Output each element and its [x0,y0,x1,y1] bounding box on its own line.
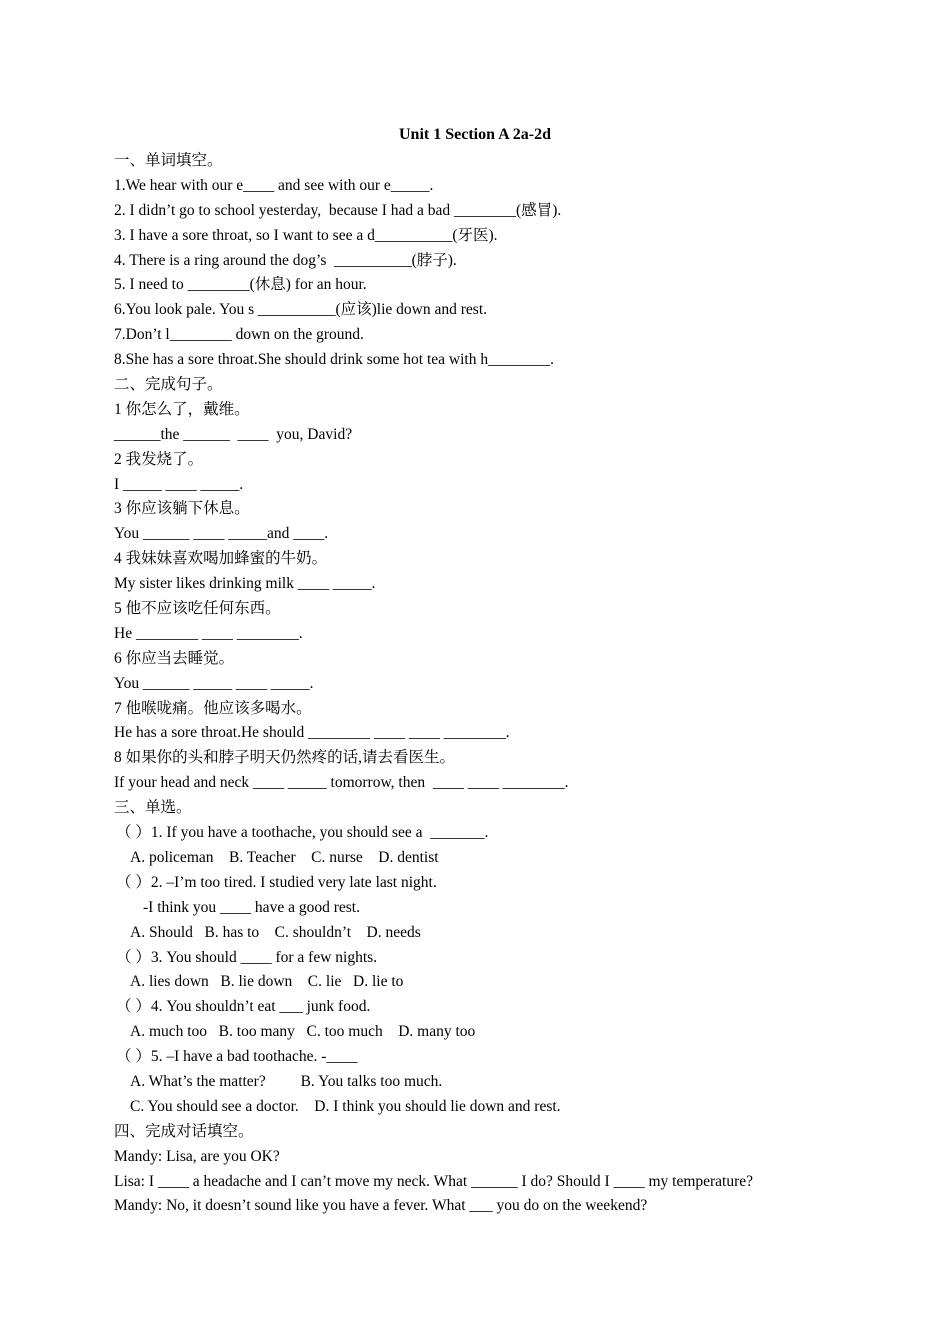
worksheet-line: （ ）5. –I have a bad toothache. -____ [116,1048,358,1066]
worksheet-line: You ______ ____ _____and ____. [114,525,329,543]
worksheet-body [114,149,834,1219]
worksheet-line: A. much too B. too many C. too much D. many too [130,1023,476,1041]
page-title: Unit 1 Section A 2a-2d [398,126,551,143]
worksheet-line: A. policeman B. Teacher C. nurse D. dentist [130,848,439,866]
worksheet-line: 四、完成对话填空。 [114,1122,254,1140]
worksheet-line: 4 我妹妹喜欢喝加蜂蜜的牛奶。 [114,550,328,568]
worksheet-line: 7.Don’t l________ down on the ground. [114,326,364,344]
worksheet-line: 二、完成句子。 [114,376,223,394]
worksheet-line: 3. I have a sore throat, so I want to see a d__________(牙医). [114,226,498,244]
worksheet-line: （ ）3. You should ____ for a few nights. [116,948,378,966]
worksheet-line: 3 你应该躺下休息。 [114,500,250,518]
worksheet-line: ______the ______ ____ you, David? [114,425,353,443]
worksheet-line: A. lies down B. lie down C. lie D. lie to [130,973,404,991]
worksheet-line: He ________ ____ ________. [114,624,303,642]
worksheet-line: 8 如果你的头和脖子明天仍然疼的话,请去看医生。 [114,749,456,767]
worksheet-line: 6 你应当去睡觉。 [114,649,235,667]
worksheet-line: 1 你怎么了，戴维。 [114,400,250,418]
worksheet-line: C. You should see a doctor. D. I think you should lie down and rest. [130,1097,561,1115]
worksheet-line: 8.She has a sore throat.She should drink some hot tea with h________. [114,351,554,369]
worksheet-line: 1.We hear with our e____ and see with our e_____. [114,176,434,194]
worksheet-line: 5. I need to ________(休息) for an hour. [114,276,367,294]
worksheet-line: 4. There is a ring around the dog’s __________(脖子). [114,251,457,269]
worksheet-line: If your head and neck ____ _____ tomorrow, then ____ ____ ________. [114,774,569,792]
worksheet-line: Mandy: No, it doesn’t sound like you have a fever. What ___ you do on the weekend? [114,1197,648,1215]
worksheet-line: 2 我发烧了。 [114,450,204,468]
worksheet-line: Lisa: I ____ a headache and I can’t move my neck. What ______ I do? Should I ____ my temperature? [114,1172,754,1190]
worksheet-line: He has a sore throat.He should ________ ____ ____ ________. [114,724,510,742]
worksheet-line: You ______ _____ ____ _____. [114,674,314,692]
worksheet-line: 2. I didn’t go to school yesterday, because I had a bad ________(感冒). [114,201,562,219]
worksheet-line: -I think you ____ have a good rest. [143,898,360,916]
worksheet-line: 三、单选。 [114,799,192,817]
worksheet-line: （ ）4. You shouldn’t eat ___ junk food. [116,998,371,1016]
worksheet-line: A. Should B. has to C. shouldn’t D. needs [130,923,421,941]
worksheet-line: Mandy: Lisa, are you OK? [114,1147,280,1165]
worksheet-line: 一、单词填空。 [114,152,223,169]
worksheet-line: A. What’s the matter? B. You talks too much. [130,1072,443,1090]
worksheet-line: 7 他喉咙痛。他应该多喝水。 [114,699,312,717]
worksheet-line: （ ）2. –I’m too tired. I studied very late last night. [116,873,437,891]
worksheet-line: 6.You look pale. You s __________(应该)lie down and rest. [114,301,488,319]
worksheet-line: （ ）1. If you have a toothache, you should see a _______. [116,824,489,842]
worksheet-line: My sister likes drinking milk ____ _____. [114,575,376,593]
worksheet-line: 5 他不应该吃任何东西。 [114,600,281,618]
worksheet-line: I _____ ____ _____. [114,475,244,493]
